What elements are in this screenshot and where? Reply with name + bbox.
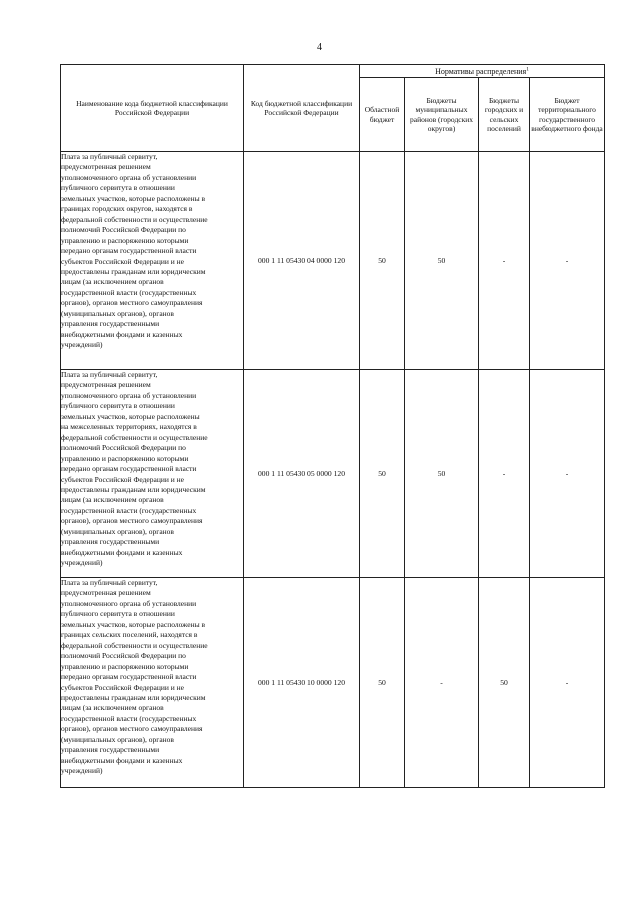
header-municipal: Бюджеты муниципальных районов (городских округов) [405, 78, 479, 152]
row-regional: 50 [360, 152, 405, 370]
header-norms [360, 65, 605, 78]
row-municipal: 50 [405, 152, 479, 370]
header-extrabudgetary: Бюджет территориального государственного внебюджетного фонда [530, 78, 605, 152]
header-norms-label: Нормативы распределения [435, 66, 527, 76]
table-header-row [61, 65, 605, 78]
budget-distribution-table [60, 64, 605, 788]
row-name: Плата за публичный сервитут, предусмотренная решением уполномоченного органа об установлении публичного сервитута в отношении земельных участков, которые расположены в границах городских округов, находятся в федеральной собственности и осуществление полномочий Российской Федерации по управлению и распоряжению которыми передано органам государственной власти субъектов Российской Федерации и не предоставлены гражданам или юридическим лицам (за исключением органов государственной власти (государственных органов), органов местного самоуправления (муниципальных органов), органов управления государственными внебюджетными фондами и казенных учреждений) [61, 152, 208, 350]
row-name: Плата за публичный сервитут, предусмотренная решением уполномоченного органа об установлении публичного сервитута в отношении земельных участков, которые расположены на межселенных территориях, находятся в федеральной собственности и осуществление полномочий Российской Федерации по управлению и распоряжению которыми передано органам государственной власти субъектов Российской Федерации и не предоставлены гражданам или юридическим лицам (за исключением органов государственной власти (государственных органов), органов местного самоуправления (муниципальных органов), органов управления государственными внебюджетными фондами и казенных учреждений) [61, 370, 208, 568]
row-settlements: 50 [479, 578, 530, 788]
header-code: Код бюджетной классификации Российской Федерации [244, 65, 360, 152]
table-row [61, 370, 605, 578]
table-row [61, 578, 605, 788]
row-extrabudgetary: - [530, 578, 605, 788]
row-regional: 50 [360, 578, 405, 788]
row-extrabudgetary: - [530, 152, 605, 370]
row-settlements: - [479, 370, 530, 578]
header-name: Наименование кода бюджетной классификации Российской Федерации [61, 65, 244, 152]
row-name-cell [61, 578, 244, 788]
row-regional: 50 [360, 370, 405, 578]
row-name-cell [61, 370, 244, 578]
table-row [61, 152, 605, 370]
row-code: 000 1 11 05430 10 0000 120 [244, 578, 360, 788]
footnote-marker: 1 [526, 65, 529, 72]
row-municipal: 50 [405, 370, 479, 578]
row-municipal: - [405, 578, 479, 788]
header-settlements: Бюджеты городских и сельских поселений [479, 78, 530, 152]
row-code: 000 1 11 05430 04 0000 120 [244, 152, 360, 370]
row-code: 000 1 11 05430 05 0000 120 [244, 370, 360, 578]
page-number: 4 [317, 42, 322, 53]
row-name-cell [61, 152, 244, 370]
row-settlements: - [479, 152, 530, 370]
row-extrabudgetary: - [530, 370, 605, 578]
header-regional: Областной бюджет [360, 78, 405, 152]
row-name: Плата за публичный сервитут, предусмотренная решением уполномоченного органа об установлении публичного сервитута в отношении земельных участков, которые расположены в границах сельских поселений, находятся в федеральной собственности и осуществление полномочий Российской Федерации по управлению и распоряжению которыми передано органам государственной власти субъектов Российской Федерации и не предоставлены гражданам или юридическим лицам (за исключением органов государственной власти (государственных органов), органов местного самоуправления (муниципальных органов), органов управления государственными внебюджетными фондами и казенных учреждений) [61, 578, 208, 776]
